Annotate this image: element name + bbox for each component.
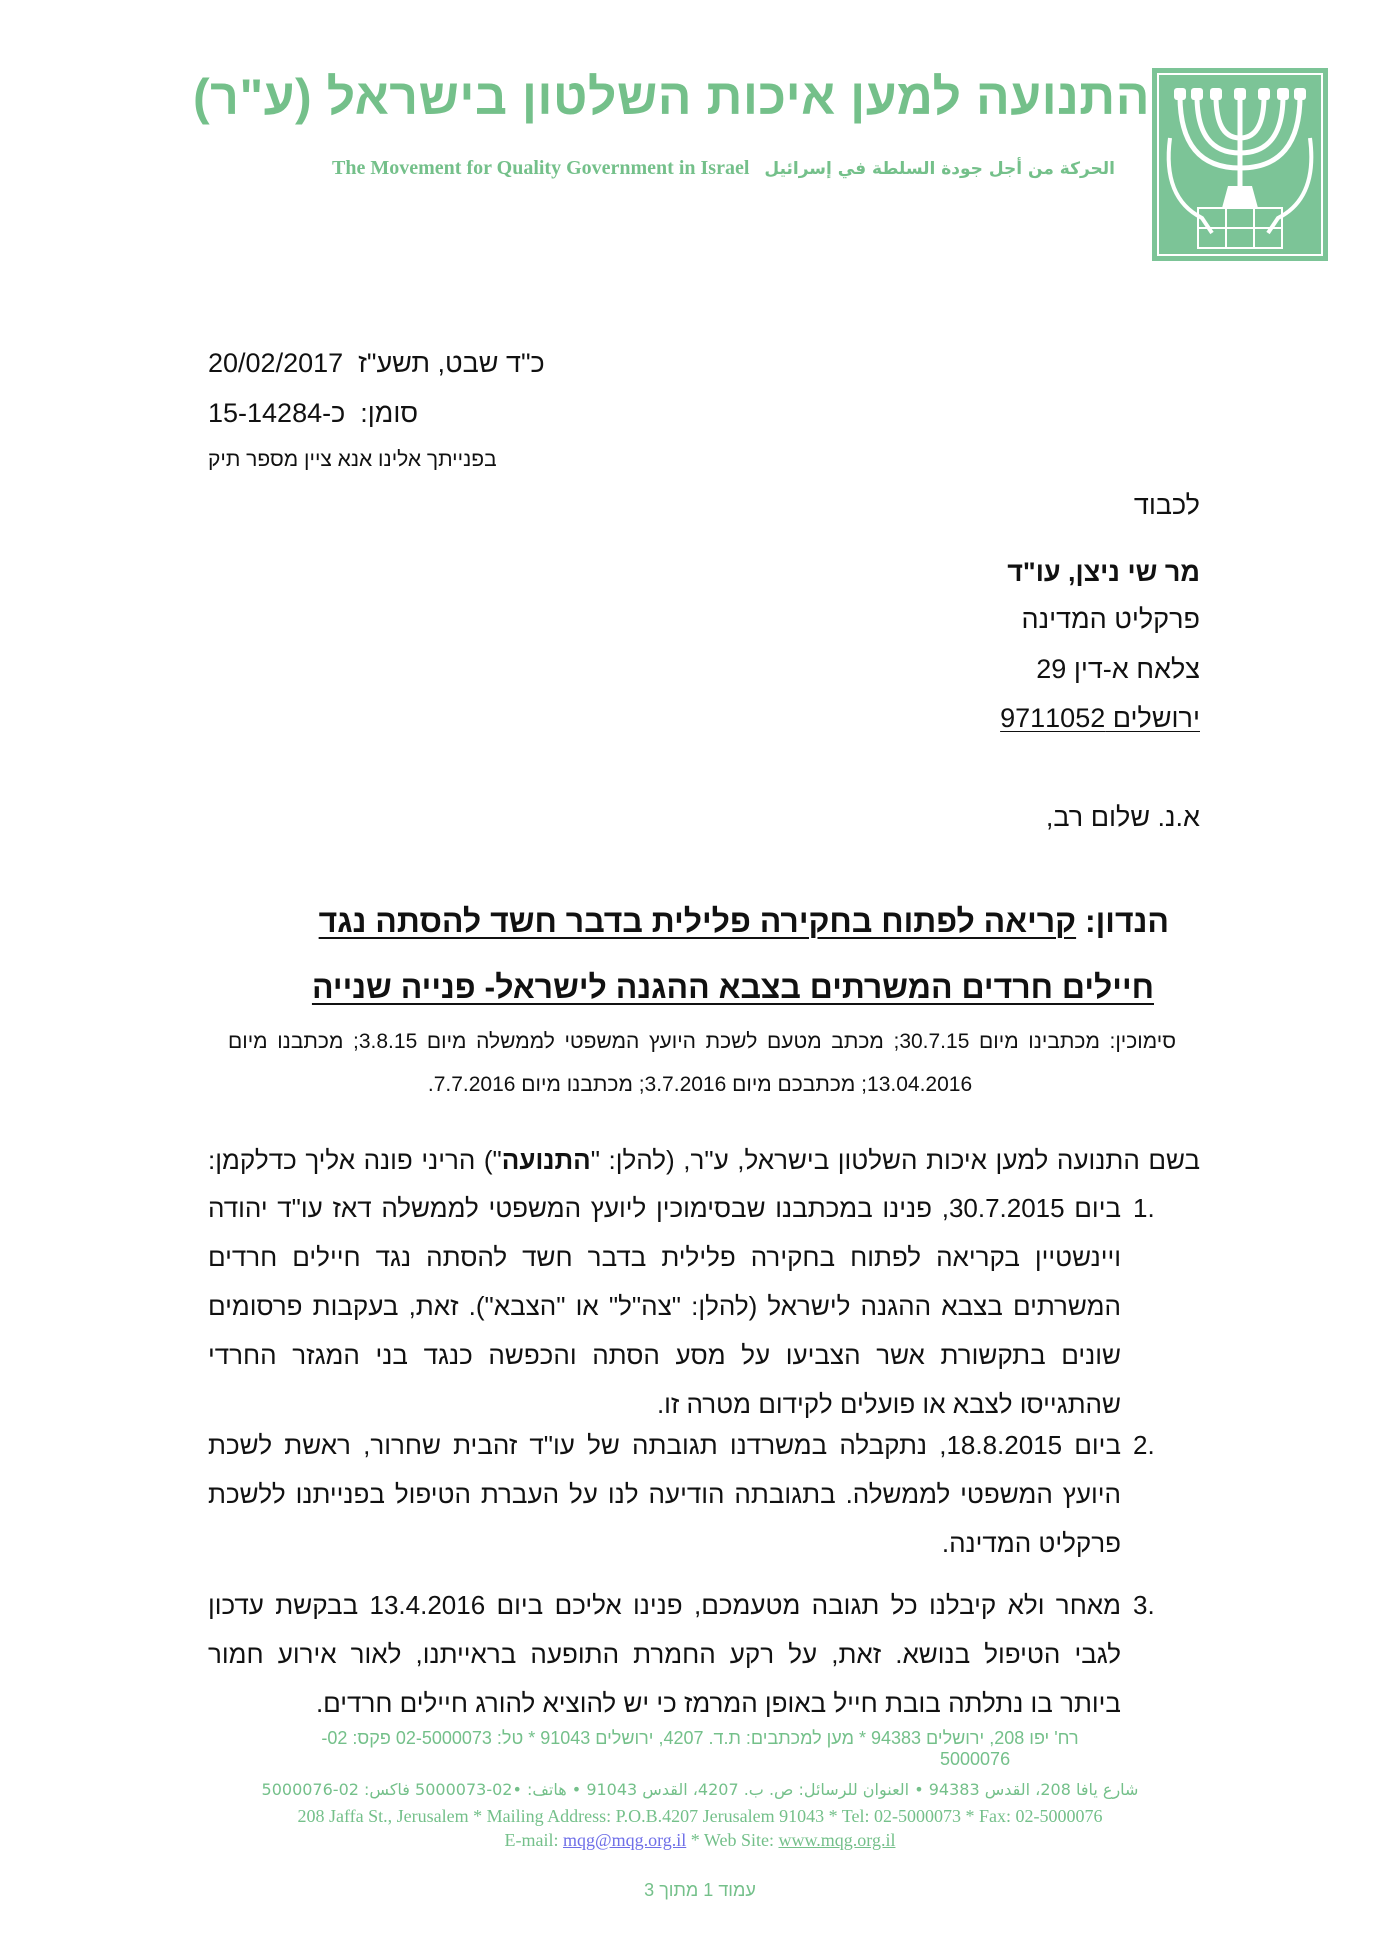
subject-label: הנדון: xyxy=(1084,903,1169,939)
footer-arabic-address: شارع يافا 208، القدس 94383 • العنوان للرسائل: ص. ب. 4207، القدس 91043 • هاتف: •02-5000073 فاكس: 02-5000076 xyxy=(261,1780,1139,1799)
recipient-street: צלאח א-דין 29 xyxy=(1036,654,1200,684)
list-item-line: מאחר ולא קיבלנו כל תגובה מטעמכם, פנינו אליכם ביום 13.4.2016 בבקשת עדכון xyxy=(208,1590,1121,1620)
reference-label: סומן: xyxy=(360,398,419,428)
intro-text: בשם התנועה למען איכות השלטון בישראל, ע"ר, (להלן: " xyxy=(590,1145,1201,1175)
org-logo-menorah-icon xyxy=(1152,68,1328,261)
list-item-line: ביום 30.7.2015, פנינו במכתבנו שבסימוכין ליועץ המשפטי לממשלה דאז עו"ד יהודה xyxy=(208,1193,1121,1223)
list-item-line: ביותר בו נתלתה בובת חייל באופן המרמז כי יש להוציא להורג חיילים חרדים. xyxy=(315,1688,1121,1718)
intro-paragraph xyxy=(208,1145,1200,1176)
recipient-title: פרקליט המדינה xyxy=(1021,604,1200,634)
list-item-line: פרקליט המדינה. xyxy=(941,1528,1121,1558)
salutation: לכבוד xyxy=(1133,490,1200,520)
references-line-2: 13.04.2016; מכתבכם מיום 3.7.2016; מכתבנו מיום 7.7.2016. xyxy=(427,1073,973,1096)
list-item-line: המשרתים בצבא ההגנה לישראל (להלן: "צה"ל" או "הצבא"). זאת, בעקבות פרסומים xyxy=(208,1291,1121,1321)
list-item-line: לגבי הטיפול בנושא. זאת, על רקע החמרת התופעה בראייתנו, לאור אירוע חמור xyxy=(208,1639,1121,1669)
reference-value: כ-15-14284 xyxy=(208,398,346,428)
greeting: א.נ. שלום רב, xyxy=(1045,802,1200,832)
footer-hebrew-line-wrap: 5000076 xyxy=(940,1749,1011,1769)
website-label: * Web Site: xyxy=(690,1830,774,1850)
subject-line-2: חיילים חרדים המשרתים בצבא ההגנה לישראל- פנייה שנייה xyxy=(311,969,1154,1005)
page-number: עמוד 1 מתוך 3 xyxy=(644,1880,756,1900)
org-name-hebrew: התנועה למען איכות השלטון בישראל (ע"ר) xyxy=(192,69,1150,125)
org-name-english: The Movement for Quality Government in Israel xyxy=(332,157,750,179)
recipient-name: מר שי ניצן, עו"ד xyxy=(1007,557,1200,587)
list-item-line: ביום 18.8.2015, נתקבלה במשרדנו תגובתה של עו"ד זהבית שחרור, ראשת לשכת xyxy=(208,1430,1121,1460)
letter-date xyxy=(208,348,545,379)
list-item-number: 3. xyxy=(1133,1590,1155,1620)
list-item-line: שונים בתקשורת אשר הצביעו על מסע הסתה והכפשה כנגד בני המגזר החרדי xyxy=(208,1340,1121,1370)
footer-contact xyxy=(0,1830,1400,1851)
footer-english-address: 208 Jaffa St., Jerusalem * Mailing Address: P.O.B.4207 Jerusalem 91043 * Tel: 02-5000073 * Fax: 02-5000076 xyxy=(297,1806,1103,1826)
org-name-arabic: الحركة من أجل جودة السلطة في إسرائيل xyxy=(764,159,1115,179)
email-label: E-mail: xyxy=(504,1830,559,1850)
website-link[interactable]: www.mqg.org.il xyxy=(778,1830,896,1850)
subject-line-1 xyxy=(319,903,1169,940)
footer-hebrew-address xyxy=(0,1728,1400,1770)
intro-bold-term: התנועה xyxy=(501,1145,591,1175)
org-name-en-ar xyxy=(332,157,1115,180)
list-item-line: ויינשטיין בקריאה לפתוח בחקירה פלילית בדבר חשד להסתה נגד חיילים חרדים xyxy=(208,1242,1121,1272)
list-item-line: שהתגייסו לצבא או פועלים לקידום מטרה זו. xyxy=(656,1389,1121,1419)
list-item-number: 1. xyxy=(1133,1193,1155,1223)
list-item-number: 2. xyxy=(1133,1430,1155,1460)
file-number-note: בפנייתך אלינו אנא ציין מספר תיק xyxy=(208,448,497,471)
recipient-city: ירושלים 9711052 xyxy=(1000,703,1200,733)
intro-text-end: ") הריני פונה אליך כדלקמן: xyxy=(208,1145,502,1175)
date-gregorian: 20/02/2017 xyxy=(208,348,344,378)
email-link[interactable]: mqg@mqg.org.il xyxy=(563,1830,687,1850)
date-hebrew: כ"ד שבט, תשע"ז xyxy=(358,348,545,378)
list-item-line: היועץ המשפטי לממשלה. בתגובתה הודיעה לנו על העברת הטיפול בפנייתנו ללשכת xyxy=(208,1479,1121,1509)
references-line-1: סימוכין: מכתבינו מיום 30.7.15; מכתב מטעם לשכת היועץ המשפטי לממשלה מיום 3.8.15; מכתבנו מיום xyxy=(228,1030,1176,1053)
reference-number xyxy=(208,398,418,429)
subject-text-1: קריאה לפתוח בחקירה פלילית בדבר חשד להסתה נגד xyxy=(318,903,1077,939)
footer-hebrew-line: רח' יפו 208, ירושלים 94383 * מען למכתבים: ת.ד. 4207, ירושלים 91043 * טל: 02-5000073 פקס: 02- xyxy=(321,1728,1079,1748)
